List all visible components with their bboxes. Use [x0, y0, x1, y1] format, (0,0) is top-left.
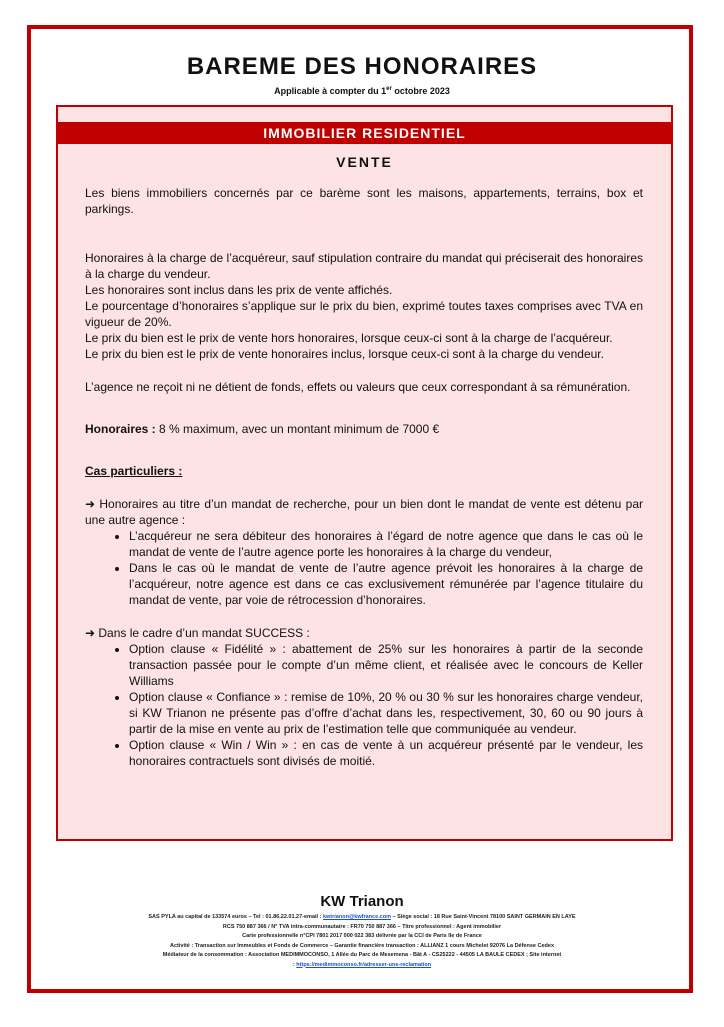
fees-line [85, 421, 643, 437]
footer-email-link[interactable]: kwtrianon@kwfrance.com [322, 914, 391, 920]
footer-line [100, 913, 624, 923]
search-mandate-list [85, 528, 643, 608]
footer-line-text: – Siège social : 18 Rue Saint-Vincent 78100 SAINT GERMAIN EN LAYE [390, 914, 576, 920]
list-item: • Option clause « Fidélité » : abattement de 25% sur les honoraires à partir de la seconde transaction passée pour le compte d’un même client, et réalisée avec le concours de Keller Williams [129, 641, 643, 689]
legal-footer [100, 913, 624, 970]
footer-website-link[interactable]: https://medimmoconso.fr/adresser-une-reclamation [296, 961, 432, 968]
agency-note: L’agence ne reçoit ni ne détient de fonds, effets ou valeurs que ceux correspondant à sa rémunération. [85, 380, 631, 394]
list-item: • L’acquéreur ne sera débiteur des honoraires à l’égard de notre agence que dans le cas où le mandat de vente de l’autre agence porte les honoraires à la charge du vendeur, [129, 528, 643, 560]
footer-line [100, 961, 624, 971]
company-name: KW Trianon [320, 893, 404, 910]
footer-line-text: : [292, 961, 297, 968]
section-heading: VENTE [336, 154, 393, 170]
intro-paragraph: Les biens immobiliers concernés par ce barème sont les maisons, appartements, terrains, box et parkings. [85, 186, 643, 216]
page-subtitle [0, 86, 724, 96]
special-cases-title: Cas particuliers : [85, 464, 183, 478]
subtitle-date: octobre 2023 [391, 86, 450, 96]
footer-line: Activité : Transaction sur Immeubles et Fonds de Commerce – Garantie financière transaction : ALLIANZ 1 cours Michelet 92076 La Défense Cedex [170, 942, 554, 949]
subtitle-superscript: er [386, 86, 392, 92]
footer-line: RCS 750 887 366 / N° TVA intra-communautaire : FR70 750 887 366 – Titre professionnel : Agent immobilier [222, 923, 502, 930]
page-title: BAREME DES HONORAIRES [186, 53, 538, 80]
subtitle-text: Applicable à compter du 1 [274, 86, 387, 96]
footer-line-text: SAS PYLA au capital de 133574 euros – Tel : 01.86.22.01.27-email : [148, 914, 323, 920]
list-item: • Dans le cas où le mandat de vente de l’autre agence prévoit les honoraires à la charge de l’acquéreur, notre agence est dans ce cas exclusivement rémunérée par l’agence titulaire du mandat de vente, par voie de rétrocession d’honoraires. [129, 560, 643, 608]
section-content [85, 185, 643, 769]
charge-line: Honoraires à la charge de l’acquéreur, sauf stipulation contraire du mandat qui préciserait des honoraires à la charge du vendeur. [85, 251, 643, 281]
residential-section [56, 105, 673, 841]
section-banner: IMMOBILIER RESIDENTIEL [58, 122, 671, 144]
footer-line: Médiateur de la consommation : Association MEDIMMOCONSO, 1 Allée du Parc de Mesemena - Bât A - CS25222 - 44505 LA BAULE CEDEX ; Site internet [162, 952, 562, 958]
footer-line: Carte professionnelle n°CPI 7801 2017 000 022 383 délivrée par la CCI de Paris Ile de France [242, 933, 482, 939]
success-mandate-list [85, 641, 643, 769]
search-mandate-intro: ➜ Honoraires au titre d’un mandat de recherche, pour un bien dont le mandat de vente est détenu par une autre agence : [85, 497, 643, 527]
charge-line: Le prix du bien est le prix de vente honoraires inclus, lorsque ceux-ci sont à la charge du vendeur. [85, 347, 604, 361]
charge-line: Les honoraires sont inclus dans les prix de vente affichés. [85, 283, 393, 297]
list-item: • Option clause « Confiance » : remise de 10%, 20 % ou 30 % sur les honoraires charge vendeur, si KW Trianon ne présente pas d’offre d’achat dans les, respectivement, 30, 60 ou 90 jours à partir de la mise en vente au prix de l’estimation telle que communiquée au vendeur. [129, 689, 643, 737]
fees-value: 8 % maximum, avec un montant minimum de 7000 € [155, 422, 440, 436]
charge-line: Le prix du bien est le prix de vente hors honoraires, lorsque ceux-ci sont à la charge de l’acquéreur. [85, 331, 613, 345]
success-mandate-intro: ➜ Dans le cadre d’un mandat SUCCESS : [85, 626, 310, 640]
list-item: • Option clause « Win / Win » : en cas de vente à un acquéreur présenté par le vendeur, les honoraires contractuels sont divisés de moitié. [129, 737, 643, 769]
charge-line: Le pourcentage d’honoraires s’applique sur le prix du bien, exprimé toutes taxes comprises avec TVA en vigueur de 20%. [85, 299, 643, 329]
fees-label: Honoraires : [85, 422, 156, 436]
